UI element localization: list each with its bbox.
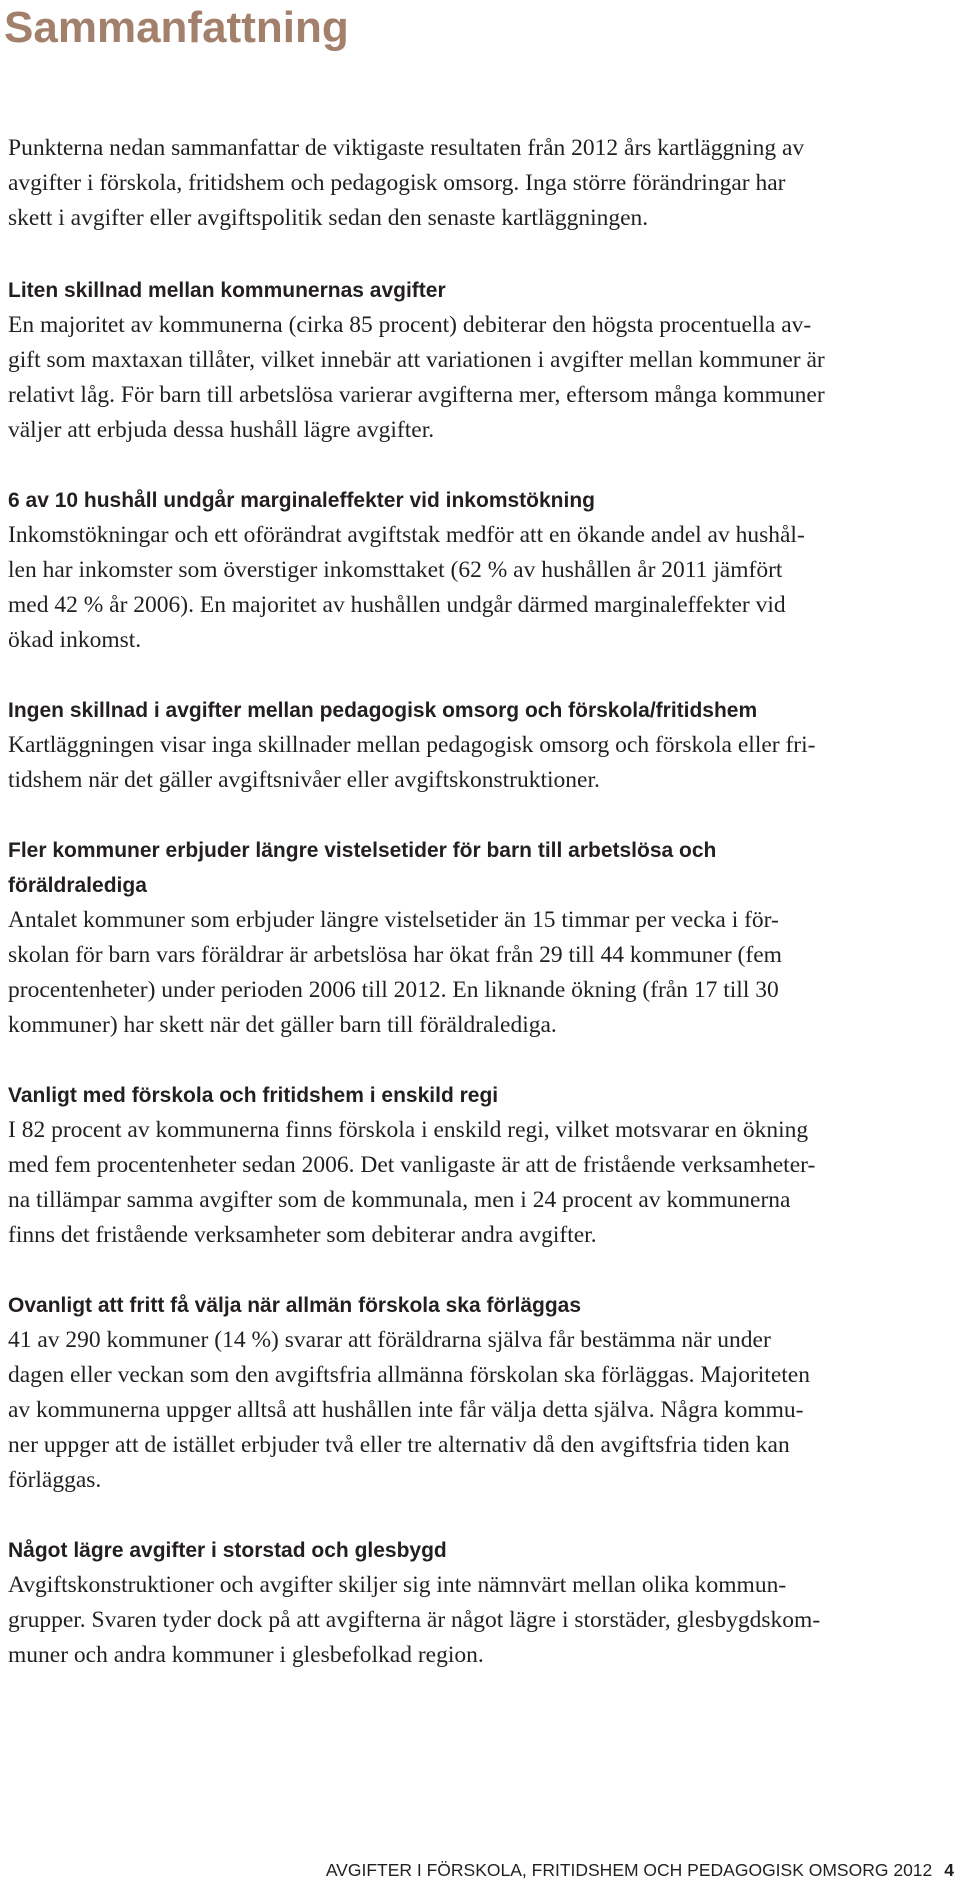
- section-general-preschool: [8, 1288, 948, 1498]
- section-heading: Ingen skillnad i avgifter mellan pedagogisk omsorg och förskola/fritidshem: [8, 699, 758, 722]
- document-body: [8, 131, 948, 1708]
- section-marginal-effects: [8, 483, 948, 658]
- intro-paragraph: Punkterna nedan sammanfattar de viktigaste resultaten från 2012 års kartläggning av avgifter i förskola, fritidshem och pedagogisk omsorg. Inga större förändringar har skett i avgifter eller avgiftspolitik sedan den senaste kartläggningen.: [8, 135, 805, 231]
- section-heading: Ovanligt att fritt få välja när allmän förskola ska förläggas: [8, 1294, 582, 1317]
- section-attendance-times: [8, 833, 948, 1043]
- page-footer: [326, 1859, 954, 1881]
- running-footer-title: AVGIFTER I FÖRSKOLA, FRITIDSHEM OCH PEDAGOGISK OMSORG 2012: [325, 1860, 933, 1880]
- page-number: 4: [944, 1860, 954, 1880]
- section-body: Kartläggningen visar inga skillnader mellan pedagogisk omsorg och förskola eller fri- tidshem när det gäller avgiftsnivåer eller avgiftskonstruktioner.: [8, 732, 816, 793]
- section-heading: Fler kommuner erbjuder längre vistelsetider för barn till arbetslösa och föräldralediga: [8, 839, 717, 897]
- section-heading: Liten skillnad mellan kommunernas avgifter: [8, 279, 446, 302]
- section-pedagogical-care: [8, 693, 948, 798]
- page-title: Sammanfattning: [4, 3, 349, 52]
- section-body: Antalet kommuner som erbjuder längre vistelsetider än 15 timmar per vecka i för- skolan för barn vars föräldrar är arbetslösa har ökat från 29 till 44 kommuner (fem procentenheter) under perioden 2006 till 2012. En liknande ökning (från 17 till 30 kommuner) har skett när det gäller barn till föräldralediga.: [8, 907, 782, 1038]
- section-body: 41 av 290 kommuner (14 %) svarar att föräldrarna själva får bestämma när under dagen eller veckan som den avgiftsfria allmänna förskolan ska förläggas. Majoriteten av kommunerna uppger alltså att hushållen inte får välja detta själva. Några kommu- ner uppger att de istället erbjuder två eller tre alternativ då den avgiftsfria tiden kan förläggas.: [8, 1327, 810, 1493]
- section-body: Inkomstökningar och ett oförändrat avgiftstak medför att en ökande andel av hushål- len har inkomster som överstiger inkomsttaket (62 % av hushållen år 2011 jämfört med 42 % år 2006). En majoritet av hushållen undgår därmed marginaleffekter vid ökad inkomst.: [8, 522, 805, 653]
- section-body: En majoritet av kommunerna (cirka 85 procent) debiterar den högsta procentuella av- gift som maxtaxan tillåter, vilket innebär att variationen i avgifter mellan kommuner är relativt låg. För barn till arbetslösa varierar avgifterna mer, eftersom många kommuner väljer att erbjuda dessa hushåll lägre avgifter.: [8, 312, 825, 443]
- section-fee-differences: [8, 273, 948, 448]
- section-heading: 6 av 10 hushåll undgår marginaleffekter vid inkomstökning: [8, 489, 595, 512]
- section-heading: Något lägre avgifter i storstad och glesbygd: [8, 1539, 447, 1562]
- section-body: I 82 procent av kommunerna finns förskola i enskild regi, vilket motsvarar en ökning med fem procentenheter sedan 2006. Det vanligaste är att de fristående verksamheter- na tillämpar samma avgifter som de kommunala, men i 24 procent av kommunerna finns det fristående verksamheter som debiterar andra avgifter.: [8, 1117, 816, 1248]
- section-body: Avgiftskonstruktioner och avgifter skiljer sig inte nämnvärt mellan olika kommun- grupper. Svaren tyder dock på att avgifterna är något lägre i storstäder, glesbygdskom- muner och andra kommuner i glesbefolkad region.: [8, 1572, 821, 1668]
- section-private-providers: [8, 1078, 948, 1253]
- section-urban-rural: [8, 1533, 948, 1673]
- section-heading: Vanligt med förskola och fritidshem i enskild regi: [8, 1084, 499, 1107]
